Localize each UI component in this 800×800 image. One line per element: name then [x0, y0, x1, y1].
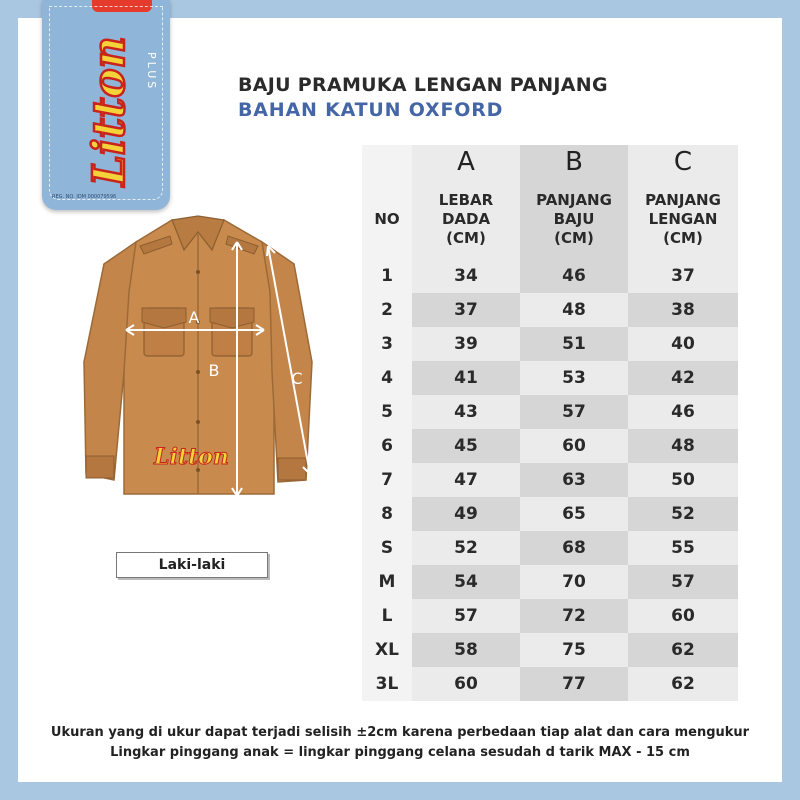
- row-sleeve-length-cell: 38: [628, 293, 738, 327]
- brand-logo-text: Litton: [84, 36, 135, 186]
- table-row: [362, 633, 738, 667]
- row-chest-width-cell: 60: [412, 667, 520, 701]
- column-c-label-line: PANJANG: [645, 190, 721, 209]
- row-chest-width-cell: 52: [412, 531, 520, 565]
- row-sleeve-length-cell: 40: [628, 327, 738, 361]
- row-shirt-length-cell: 46: [520, 259, 628, 293]
- column-a-label-line: LEBAR: [438, 190, 494, 209]
- row-size-cell: 6: [362, 429, 412, 463]
- page-title: BAJU PRAMUKA LENGAN PANJANG: [238, 74, 608, 96]
- column-b-label: [520, 179, 628, 259]
- row-sleeve-length-cell: 37: [628, 259, 738, 293]
- brand-tag: [42, 0, 170, 210]
- table-label-header-row: [362, 179, 738, 259]
- row-size-cell: 4: [362, 361, 412, 395]
- row-chest-width-cell: 41: [412, 361, 520, 395]
- size-chart-table: [362, 145, 738, 701]
- row-shirt-length-cell: 70: [520, 565, 628, 599]
- row-size-cell: 3: [362, 327, 412, 361]
- table-row: [362, 531, 738, 565]
- row-chest-width-cell: 45: [412, 429, 520, 463]
- row-size-cell: L: [362, 599, 412, 633]
- row-shirt-length-cell: 77: [520, 667, 628, 701]
- row-chest-width-cell: 34: [412, 259, 520, 293]
- row-size-cell: XL: [362, 633, 412, 667]
- row-shirt-length-cell: 57: [520, 395, 628, 429]
- column-c-label-line: (CM): [663, 228, 703, 247]
- row-shirt-length-cell: 65: [520, 497, 628, 531]
- shirt-right-cuff: [278, 458, 306, 480]
- row-shirt-length-cell: 48: [520, 293, 628, 327]
- row-shirt-length-cell: 63: [520, 463, 628, 497]
- row-size-cell: M: [362, 565, 412, 599]
- row-size-cell: 8: [362, 497, 412, 531]
- shirt-left-cuff: [86, 456, 114, 478]
- measure-b-label: B: [208, 361, 220, 380]
- table-row: [362, 599, 738, 633]
- footnote-waist: Lingkar pinggang anak = lingkar pinggang celana sesudah d tarik MAX - 15 cm: [110, 745, 690, 760]
- row-sleeve-length-cell: 48: [628, 429, 738, 463]
- table-row: [362, 497, 738, 531]
- row-size-cell: 2: [362, 293, 412, 327]
- table-row: [362, 361, 738, 395]
- measure-c-label: C: [291, 369, 303, 388]
- row-sleeve-length-cell: 46: [628, 395, 738, 429]
- shirt-button: [196, 270, 200, 274]
- row-chest-width-cell: 58: [412, 633, 520, 667]
- column-a-label: [412, 179, 520, 259]
- row-size-cell: 7: [362, 463, 412, 497]
- footnote-tolerance: Ukuran yang di ukur dapat terjadi selisih ±2cm karena perbedaan tiap alat dan cara mengukur: [50, 725, 750, 740]
- row-shirt-length-cell: 51: [520, 327, 628, 361]
- row-sleeve-length-cell: 62: [628, 633, 738, 667]
- measure-a-label: A: [188, 308, 200, 327]
- no-column-header: NO: [362, 179, 412, 259]
- table-row: [362, 395, 738, 429]
- shirt-button: [196, 420, 200, 424]
- column-b-label-line: PANJANG: [536, 190, 612, 209]
- shirt-illustration: [74, 212, 324, 512]
- row-sleeve-length-cell: 52: [628, 497, 738, 531]
- column-b-label-line: (CM): [554, 228, 594, 247]
- column-a-label-line: (CM): [446, 228, 486, 247]
- gender-label: Laki-laki: [158, 557, 226, 573]
- row-chest-width-cell: 37: [412, 293, 520, 327]
- row-chest-width-cell: 49: [412, 497, 520, 531]
- table-row: [362, 327, 738, 361]
- column-a-label-line: DADA: [441, 209, 491, 228]
- row-shirt-length-cell: 68: [520, 531, 628, 565]
- table-row: [362, 429, 738, 463]
- table-row: [362, 293, 738, 327]
- row-shirt-length-cell: 72: [520, 599, 628, 633]
- row-sleeve-length-cell: 60: [628, 599, 738, 633]
- page-subtitle: BAHAN KATUN OXFORD: [238, 99, 504, 121]
- row-sleeve-length-cell: 55: [628, 531, 738, 565]
- column-c-label-line: LENGAN: [648, 209, 718, 228]
- header-blank-cell: [362, 145, 412, 179]
- size-chart-body: [362, 259, 738, 701]
- row-sleeve-length-cell: 42: [628, 361, 738, 395]
- table-row: [362, 463, 738, 497]
- row-chest-width-cell: 43: [412, 395, 520, 429]
- row-chest-width-cell: 54: [412, 565, 520, 599]
- brand-logo: [70, 30, 142, 190]
- column-a-letter: A: [412, 145, 520, 179]
- column-c-label: [628, 179, 738, 259]
- shirt-button: [196, 370, 200, 374]
- brand-registration: REG. NO. IDM 000079596: [52, 194, 117, 200]
- row-chest-width-cell: 39: [412, 327, 520, 361]
- row-chest-width-cell: 57: [412, 599, 520, 633]
- row-shirt-length-cell: 75: [520, 633, 628, 667]
- row-size-cell: 5: [362, 395, 412, 429]
- row-shirt-length-cell: 53: [520, 361, 628, 395]
- table-row: [362, 565, 738, 599]
- column-c-letter: C: [628, 145, 738, 179]
- row-sleeve-length-cell: 57: [628, 565, 738, 599]
- column-b-label-line: BAJU: [553, 209, 595, 228]
- table-row: [362, 259, 738, 293]
- row-size-cell: 1: [362, 259, 412, 293]
- gender-label-box: [116, 552, 268, 578]
- shirt-logo: Litton: [154, 444, 229, 470]
- column-b-letter: B: [520, 145, 628, 179]
- table-row: [362, 667, 738, 701]
- table-letter-header-row: [362, 145, 738, 179]
- row-chest-width-cell: 47: [412, 463, 520, 497]
- row-shirt-length-cell: 60: [520, 429, 628, 463]
- row-size-cell: 3L: [362, 667, 412, 701]
- row-sleeve-length-cell: 62: [628, 667, 738, 701]
- brand-plus-label: PLUS: [145, 52, 158, 92]
- row-size-cell: S: [362, 531, 412, 565]
- row-sleeve-length-cell: 50: [628, 463, 738, 497]
